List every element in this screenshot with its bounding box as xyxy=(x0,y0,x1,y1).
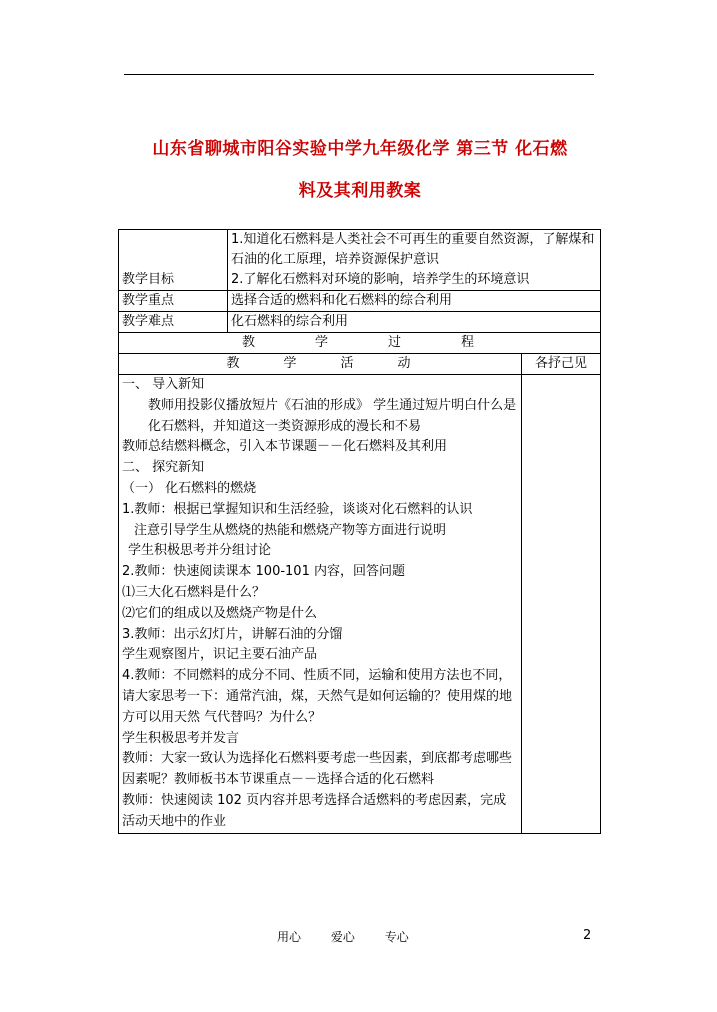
key-label: 教学重点 xyxy=(119,291,228,312)
difficulty-content: 化石燃料的综合利用 xyxy=(228,312,601,333)
goal-item-1: 1.知道化石燃料是人类社会不可再生的重要自然资源，了解煤和石油的化工原理，培养资源保护意识 xyxy=(231,232,595,267)
notes-content xyxy=(522,375,601,834)
notes-header: 各抒己见 xyxy=(522,354,601,375)
activity-line: 一、 导入新知 xyxy=(122,377,205,392)
activity-line: ⑴三大化石燃料是什么？ xyxy=(122,584,266,600)
footer-word: 爱心 xyxy=(330,930,355,944)
page-title-line-1: 山东省聊城市阳谷实验中学九年级化学 第三节 化石燃 xyxy=(152,139,568,159)
page-title-line-2: 料及其利用教案 xyxy=(298,181,422,201)
header-rule xyxy=(124,74,594,75)
activity-line: 学生观察图片，识记主要石油产品 xyxy=(122,647,318,663)
activity-line: 4.教师：不同燃料的成分不同、性质不同，运输和使用方法也不同，请大家思考一下：通常汽油，煤，天然气是如何运输的？使用煤的地方可以用天然 气代替吗？为什么？ xyxy=(122,668,513,725)
goal-item-2: 2.了解化石燃料对环境的影响，培养学生的环境意识 xyxy=(231,272,530,287)
activity-body-row xyxy=(119,375,601,834)
goal-row xyxy=(119,230,601,291)
activity-line: 学生积极思考并发言 xyxy=(122,730,240,746)
activity-header-row xyxy=(119,354,601,375)
process-header-row xyxy=(119,333,601,354)
footer-motto xyxy=(277,928,435,945)
activity-line: 注意引导学生从燃烧的热能和燃烧产物等方面进行说明 xyxy=(134,522,447,538)
activity-line: 二、 探究新知 xyxy=(122,460,205,476)
goal-label: 教学目标 xyxy=(119,230,228,291)
key-row xyxy=(119,291,601,312)
activity-line: 3.教师：出示幻灯片，讲解石油的分馏 xyxy=(122,626,343,642)
key-content: 选择合适的燃料和化石燃料的综合利用 xyxy=(228,291,601,312)
activity-line: 教师总结燃料概念，引入本节课题－－化石燃料及其利用 xyxy=(122,439,448,455)
page-number: 2 xyxy=(583,928,592,943)
lesson-plan-table xyxy=(118,229,601,834)
goal-content xyxy=(228,230,601,291)
difficulty-row xyxy=(119,312,601,333)
footer-word: 专心 xyxy=(384,930,409,944)
activity-content xyxy=(119,375,522,834)
activity-line: 学生积极思考并分组讨论 xyxy=(128,543,272,559)
activity-header: 教学活动 xyxy=(119,354,522,375)
activity-line: 2.教师：快速阅读课本 100-101 内容，回答问题 xyxy=(122,564,405,580)
activity-line: （一） 化石燃料的燃烧 xyxy=(122,480,257,496)
footer-word: 用心 xyxy=(277,930,302,944)
process-header: 教学过程 xyxy=(119,333,601,354)
activity-line: 教师：大家一致认为选择化石燃料要考虑一些因素，到底都考虑哪些因素呢？教师板书本节课重点－－选择合适的化石燃料 xyxy=(122,751,513,788)
activity-line: ⑵它们的组成以及燃烧产物是什么 xyxy=(122,605,318,621)
activity-line: 教师用投影仪播放短片《石油的形成》 学生通过短片明白什么是化石燃料，并知道这一类资源形成的漫长和不易 xyxy=(148,397,517,434)
activity-line: 教师：快速阅读 102 页内容并思考选择合适燃料的考虑因素，完成活动天地中的作业 xyxy=(122,792,507,829)
activity-line: 1.教师：根据已掌握知识和生活经验，谈谈对化石燃料的认识 xyxy=(122,501,473,517)
difficulty-label: 教学难点 xyxy=(119,312,228,333)
